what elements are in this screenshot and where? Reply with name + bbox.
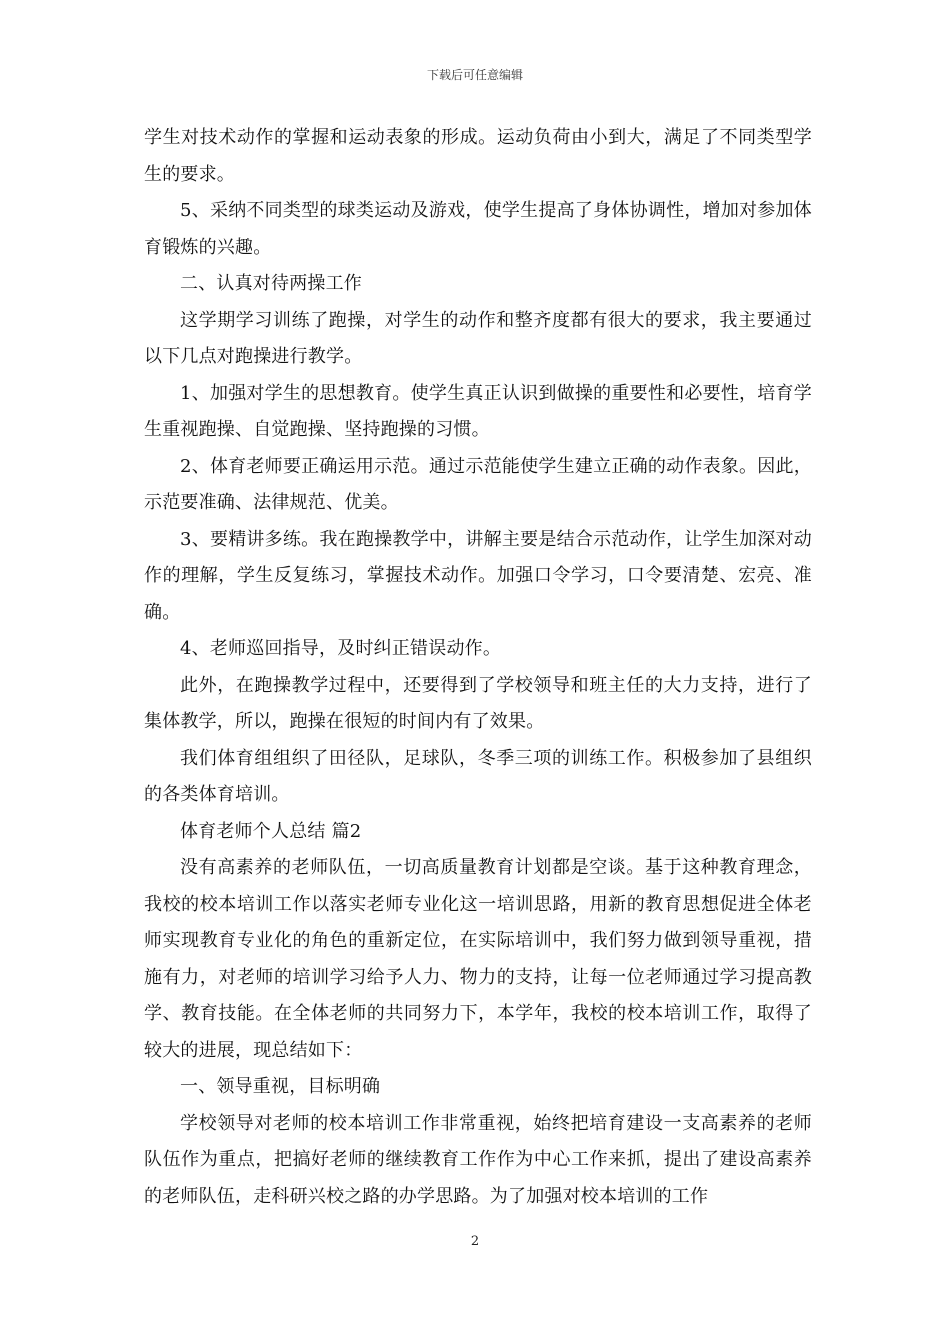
paragraph: 此外，在跑操教学过程中，还要得到了学校领导和班主任的大力支持，进行了集体教学，所以，跑操在很短的时间内有了效果。 <box>144 674 812 732</box>
paragraph: 5、采纳不同类型的球类运动及游戏，使学生提高了身体协调性，增加对参加体育锻炼的兴趣。 <box>144 200 812 258</box>
paragraph: 学校领导对老师的校本培训工作非常重视，始终把培育建设一支高素养的老师队伍作为重点，把搞好老师的继续教育工作作为中心工作来抓，提出了建设高素养的老师队伍，走科研兴校之路的办学思路。为了加强对校本培训的工作 <box>144 1112 812 1207</box>
paragraph: 1、加强对学生的思想教育。使学生真正认识到做操的重要性和必要性，培育学生重视跑操、自觉跑操、坚持跑操的习惯。 <box>144 382 812 440</box>
page-header-note: 下载后可任意编辑 <box>426 68 523 82</box>
document-body <box>144 120 812 1215</box>
paragraph: 3、要精讲多练。我在跑操教学中，讲解主要是结合示范动作，让学生加深对动作的理解，学生反复练习，掌握技术动作。加强口令学习，口令要清楚、宏亮、准确。 <box>144 528 812 623</box>
paragraph: 学生对技术动作的掌握和运动表象的形成。运动负荷由小到大，满足了不同类型学生的要求。 <box>144 127 812 185</box>
paragraph: 4、老师巡回指导，及时纠正错误动作。 <box>180 638 502 659</box>
paragraph: 我们体育组组织了田径队，足球队，冬季三项的训练工作。积极参加了县组织的各类体育培训。 <box>144 747 812 805</box>
section-heading: 一、领导重视，目标明确 <box>180 1076 381 1097</box>
page-number: 2 <box>470 1234 480 1249</box>
paragraph: 2、体育老师要正确运用示范。通过示范能使学生建立正确的动作表象。因此，示范要准确、法律规范、优美。 <box>144 455 812 513</box>
section-heading: 二、认真对待两操工作 <box>180 273 362 294</box>
article-title: 体育老师个人总结 篇2 <box>180 820 362 842</box>
paragraph: 没有高素养的老师队伍，一切高质量教育计划都是空谈。基于这种教育理念，我校的校本培训工作以落实老师专业化这一培训思路，用新的教育思想促进全体老师实现教育专业化的角色的重新定位，在实际培训中，我们努力做到领导重视，措施有力，对老师的培训学习给予人力、物力的支持，让每一位老师通过学习提高教学、教育技能。在全体老师的共同努力下，本学年，我校的校本培训工作，取得了较大的进展，现总结如下： <box>144 857 812 1061</box>
paragraph: 这学期学习训练了跑操，对学生的动作和整齐度都有很大的要求，我主要通过以下几点对跑操进行教学。 <box>144 309 812 367</box>
